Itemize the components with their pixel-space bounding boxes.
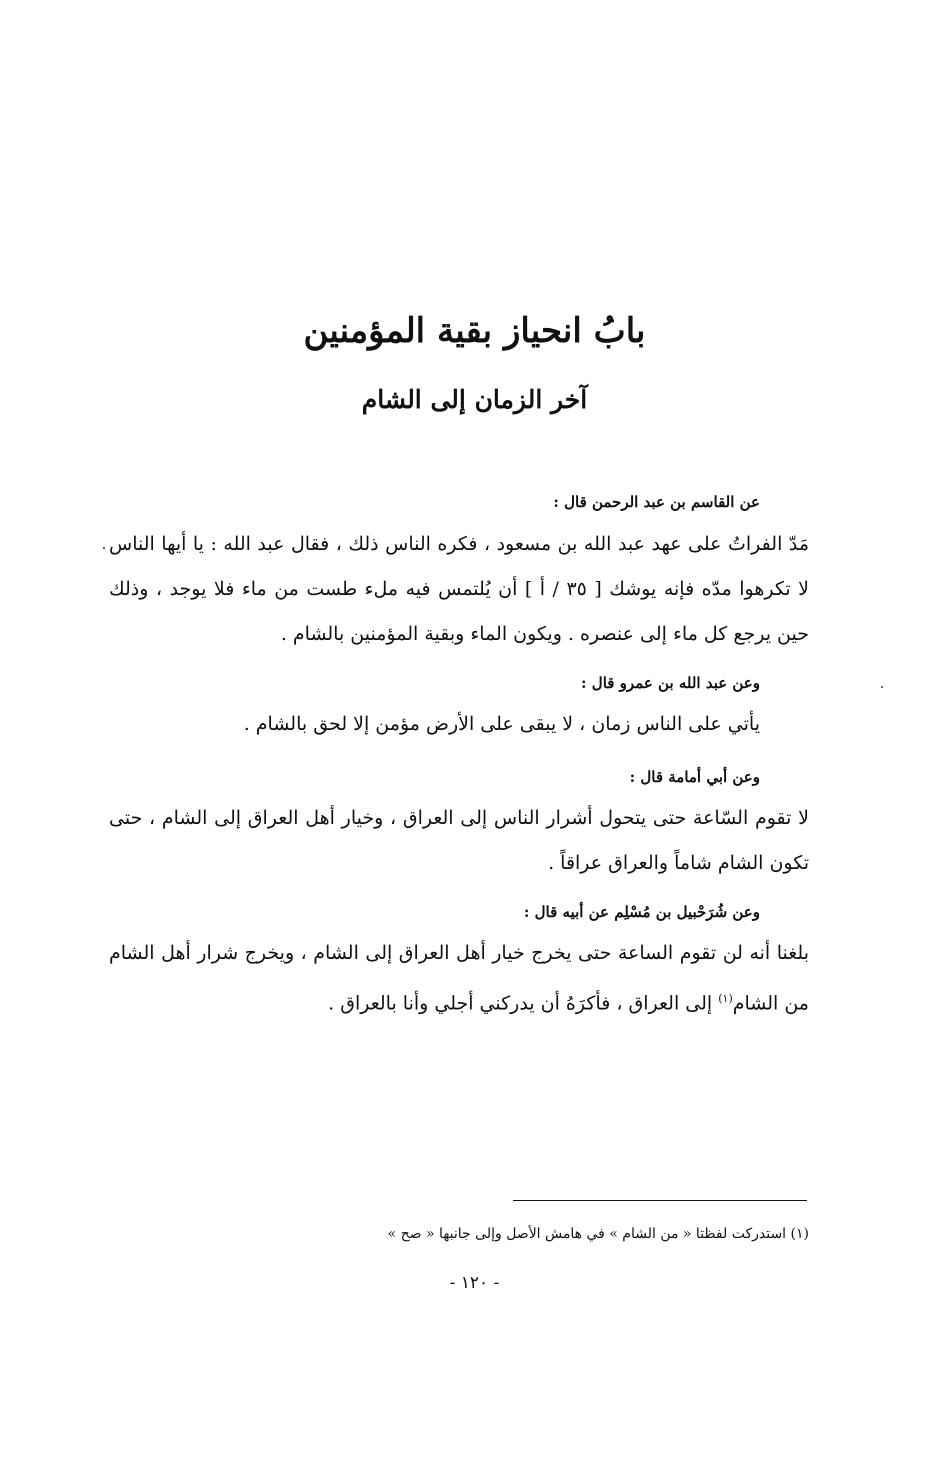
hadith-paragraph-2: يأتي على الناس زمان ، لا يبقى على الأرض مؤمن إلا لحق بالشام . xyxy=(243,713,760,735)
page-number: - ١٢٠ - xyxy=(449,1273,500,1293)
narrator-heading-2: وعن عبد الله بن عمرو قال : xyxy=(581,674,760,692)
paragraph-4-text-b: إلى العراق ، فأكرَهُ أن يدركني أجلي وأنا بالعراق . xyxy=(328,992,719,1015)
scan-speck xyxy=(881,686,883,688)
chapter-subtitle: آخر الزمان إلى الشام xyxy=(361,385,588,414)
hadith-paragraph-4 xyxy=(109,931,809,1026)
narrator-heading-4: وعن شُرَحْبيل بن مُسْلِم عن أبيه قال : xyxy=(523,903,760,921)
hadith-paragraph-3: لا تقوم السّاعة حتى يتحول أشرار الناس إلى العراق ، وخيار أهل العراق إلى الشام ، حتى تكون الشام شاماً والعراق عراقاً . xyxy=(109,807,809,874)
hadith-paragraph-1: مَدّ الفراتُ على عهد عبد الله بن مسعود ، فكره الناس ذلك ، فقال عبد الله : يا أيها الناس لا تكرهوا مدّه فإنه يوشك [ ٣٥ / أ ] أن يُلتمس فيه ملء طست من ماء فلا يوجد ، وذلك حين يرجع كل ماء إلى عنصره . ويكون الماء وبقية المؤمنين بالشام . xyxy=(109,533,809,645)
footnote-text: (١) استدركت لفظتا « من الشام » في هامش الأصل وإلى جانبها « صح » xyxy=(387,1226,809,1242)
footnote-separator xyxy=(513,1200,807,1201)
chapter-title: بابُ انحياز بقية المؤمنين xyxy=(303,311,646,351)
narrator-heading-1: عن القاسم بن عبد الرحمن قال : xyxy=(553,493,760,511)
paragraph-4-text-a: بلغنا أنه لن تقوم الساعة حتى يخرج خيار أهل العراق إلى الشام ، ويخرج شرار أهل الشام من الشام xyxy=(109,942,809,1015)
narrator-heading-3: وعن أبي أمامة قال : xyxy=(629,768,760,786)
footnote-reference: (١) xyxy=(718,992,733,1005)
scan-speck xyxy=(103,547,105,549)
